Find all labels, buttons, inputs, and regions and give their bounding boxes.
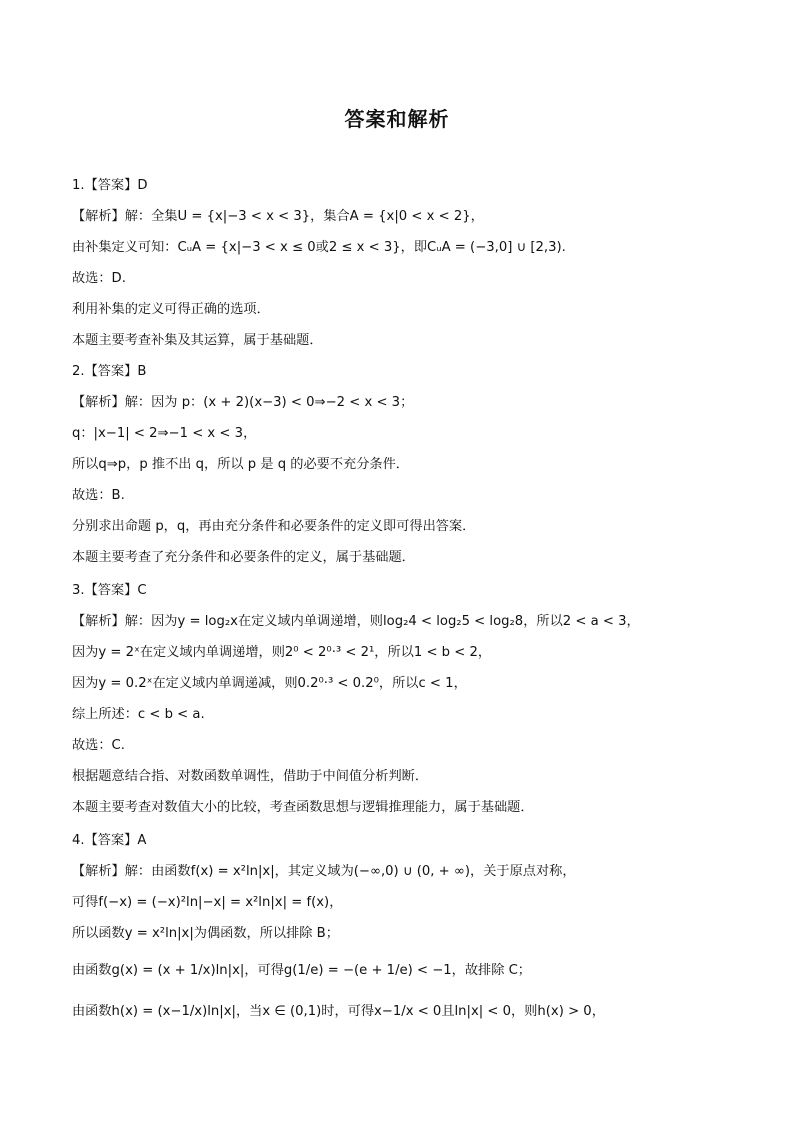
analysis-4-line-5: 由函数h(x) = (x−1/x)ln|x|，当x ∈ (0,1)时，可得x−1/x < 0且ln|x| < 0，则h(x) > 0， [72, 1004, 605, 1019]
analysis-3-line-6: 根据题意结合指、对数函数单调性，借助于中间值分析判断． [72, 769, 429, 784]
analysis-2-line-6: 本题主要考查了充分条件和必要条件的定义，属于基础题． [72, 550, 415, 565]
analysis-4-line-4: 由函数g(x) = (x + 1/x)ln|x|，可得g(1/e) = −(e + 1/e) < −1，故排除 C； [72, 963, 531, 978]
answer-1: 1.【答案】D [72, 178, 148, 193]
analysis-3-line-5: 故选：C. [72, 738, 125, 753]
analysis-3-line-1: 【解析】解：因为y = log₂x在定义域内单调递增，则log₂4 < log₂5 < log₂8，所以2 < a < 3， [72, 614, 640, 629]
analysis-2-line-5: 分别求出命题 p，q，再由充分条件和必要条件的定义即可得出答案． [72, 519, 476, 534]
analysis-1-line-5: 本题主要考查补集及其运算，属于基础题． [72, 333, 323, 348]
analysis-3-line-2: 因为y = 2ˣ在定义域内单调递增，则2⁰ < 2⁰·³ < 2¹，所以1 < b < 2， [72, 645, 492, 660]
analysis-3-line-3: 因为y = 0.2ˣ在定义域内单调递减，则0.2⁰·³ < 0.2⁰，所以c < 1， [72, 676, 467, 691]
analysis-4-line-2: 可得f(−x) = (−x)²ln|−x| = x²ln|x| = f(x)， [72, 895, 343, 910]
analysis-4-line-1: 【解析】解：由函数f(x) = x²ln|x|，其定义域为(−∞,0) ∪ (0, + ∞)，关于原点对称， [72, 864, 576, 879]
analysis-1-line-2: 由补集定义可知：CᵤA = {x|−3 < x ≤ 0或2 ≤ x < 3}，即CᵤA = (−3,0] ∪ [2,3). [72, 240, 566, 255]
answer-3: 3.【答案】C [72, 583, 147, 598]
analysis-1-line-4: 利用补集的定义可得正确的选项． [72, 302, 270, 317]
answer-2: 2.【答案】B [72, 364, 147, 379]
analysis-3-line-4: 综上所述：c < b < a. [72, 707, 205, 722]
analysis-1-line-1: 【解析】解：全集U = {x|−3 < x < 3}，集合A = {x|0 < x < 2}， [72, 209, 484, 224]
analysis-2-line-3: 所以q⇒p，p 推不出 q，所以 p 是 q 的必要不充分条件． [72, 457, 409, 472]
analysis-1-line-3: 故选：D. [72, 271, 126, 286]
analysis-4-line-3: 所以函数y = x²ln|x|为偶函数，所以排除 B； [72, 926, 339, 941]
analysis-2-line-2: q：|x−1| < 2⇒−1 < x < 3， [72, 426, 257, 441]
analysis-2-line-4: 故选：B. [72, 488, 125, 503]
page-title: 答案和解析 [344, 107, 450, 131]
analysis-2-line-1: 【解析】解：因为 p：(x + 2)(x−3) < 0⇒−2 < x < 3； [72, 395, 414, 410]
answer-4: 4.【答案】A [72, 833, 147, 848]
analysis-3-line-7: 本题主要考查对数值大小的比较，考查函数思想与逻辑推理能力，属于基础题． [72, 800, 534, 815]
